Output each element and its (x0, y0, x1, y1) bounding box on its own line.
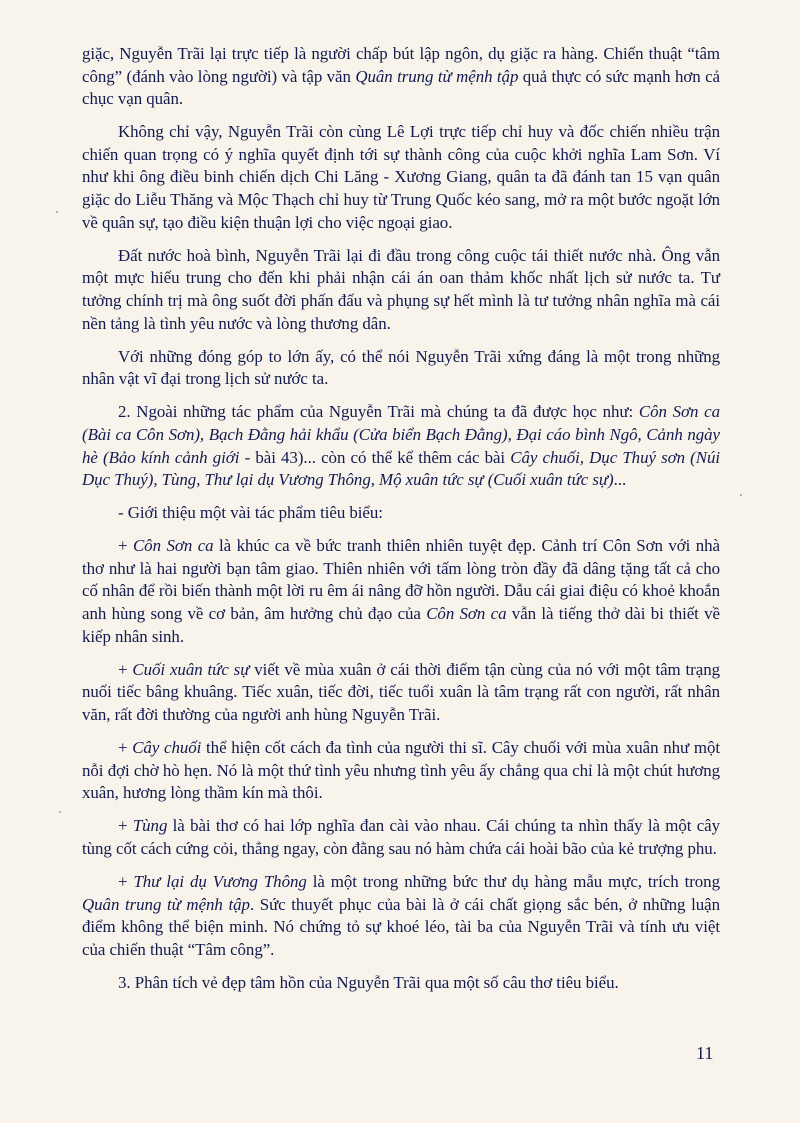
paragraph-7 (82, 659, 720, 727)
body-text (82, 43, 720, 1005)
paragraph-6-seg-1: Côn Sơn ca (132, 536, 214, 556)
paragraph-4-seg-2: - bài 43)... còn có thể kể thêm các bài (239, 447, 511, 467)
paragraph-5 (82, 502, 720, 525)
paragraph-0-seg-2: quả thực có sức mạnh hơn cả chục vạn quân. (82, 66, 720, 109)
paragraph-2-seg-0: Đất nước hoà bình, Nguyễn Trãi lại đi đầu trong công cuộc tái thiết nước nhà. Ông vẫn một mực hiếu trung cho đến khi phải nhận cái án oan thảm khốc nhất lịch sử nước ta. Tư tưởng chính trị mà ông suốt đời phấn đấu và phụng sự hết mình là tư tưởng nhân nghĩa mà cái nền tảng là tình yêu nước và lòng thương dân. (82, 245, 720, 333)
paragraph-0-seg-1: Quân trung từ mệnh tập (355, 66, 519, 86)
paragraph-7-seg-1: Cuối xuân tức sự (132, 659, 250, 679)
paragraph-5-seg-0: - Giới thiệu một vài tác phẩm tiêu biểu: (118, 503, 383, 523)
paragraph-10-seg-4: . Sức thuyết phục của bài là ở cái chất giọng sắc bén, ở những luận điểm không thể biện minh. Nó chứng tỏ sự khoé léo, tài ba của Nguyễn Trãi và tính ưu việt của chiến thuật “Tâm công”. (82, 894, 720, 959)
paragraph-7-seg-0: + (118, 659, 133, 679)
paper-speck (740, 494, 742, 496)
paragraph-0 (82, 43, 720, 111)
paragraph-4 (82, 401, 720, 491)
paragraph-10-seg-0: + (118, 872, 134, 891)
paragraph-3 (82, 346, 720, 391)
paragraph-9 (82, 815, 720, 860)
paragraph-11-seg-0: 3. Phân tích vẻ đẹp tâm hồn của Nguyễn Trãi qua một số câu thơ tiêu biểu. (118, 972, 619, 992)
paragraph-6-seg-2: là khúc ca về bức tranh thiên nhiên tuyệt đẹp. Cảnh trí Côn Sơn với nhà thơ như là hai người bạn tâm giao. Thiên nhiên với tấm lòng tròn đầy đã dâng tặng tất cả cho cố nhân để rồi biến thành một lời ru êm ái nâng đỡ hồn người. Dẫu cái giai điệu có khoẻ khoắn anh hùng song về cơ bản, âm hưởng chủ đạo của (82, 536, 720, 624)
paragraph-10-seg-2: là một trong những bức thư dụ hàng mẫu mực, trích trong (306, 872, 720, 891)
paragraph-9-seg-1: Tùng (132, 816, 168, 836)
paragraph-8 (82, 737, 720, 805)
paragraph-8-seg-1: Cây chuối (132, 738, 202, 758)
paragraph-4-seg-1: Côn Sơn ca (Bài ca Côn Sơn), Bạch Đằng hải khẩu (Cửa biển Bạch Đằng), Đại cáo bình Ngô, Cảnh ngày hè (Bảo kính cảnh giới (82, 402, 720, 467)
paragraph-1-seg-0: Không chỉ vậy, Nguyễn Trãi còn cùng Lê Lợi trực tiếp chỉ huy và đốc chiến nhiều trận chiến quan trọng có ý nghĩa quyết định tới sự thành công của cuộc khởi nghĩa Lam Sơn. Ví như khi ông điều binh chiến dịch Chi Lăng - Xương Giang, quân ta đã đánh tan 15 vạn quân giặc do Liễu Thăng và Mộc Thạch chỉ huy từ Trung Quốc kéo sang, mở ra một bước ngoặt lớn về quân sự, tạo điều kiện thuận lợi cho việc ngoại giao. (82, 122, 720, 232)
paragraph-4-seg-3: Cây chuối, Dục Thuý sơn (Núi Dục Thuý), Tùng, Thư lại dụ Vương Thông, Mộ xuân tức sự (Cuối xuân tức sự) (82, 447, 721, 490)
paragraph-8-seg-0: + (118, 738, 133, 758)
paragraph-4-seg-4: ... (613, 470, 627, 490)
paragraph-4-seg-0: 2. Ngoài những tác phẩm của Nguyễn Trãi mà chúng ta đã được học như: (118, 402, 639, 422)
paragraph-6-seg-4: vẫn là tiếng thở dài bi thiết về kiếp nhân sinh. (82, 604, 721, 646)
paper-speck (56, 211, 58, 213)
paragraph-3-seg-0: Với những đóng góp to lớn ấy, có thể nói Nguyễn Trãi xứng đáng là một trong những nhân vật vĩ đại trong lịch sử nước ta. (82, 346, 720, 389)
paragraph-8-seg-2: thể hiện cốt cách đa tình của người thi sĩ. Cây chuối với mùa xuân như một nỗi đợi chờ hò hẹn. Nó là một thứ tình yêu nhưng tình yêu ấy chẳng qua chỉ là một chút hương xuân, hương lòng thầm kín mà thôi. (82, 738, 720, 803)
paragraph-9-seg-0: + (118, 816, 133, 836)
paragraph-0-seg-0: giặc, Nguyễn Trãi lại trực tiếp là người chấp bút lập ngôn, dụ giặc ra hàng. Chiến thuật “tâm công” (đánh vào lòng người) và tập văn (82, 44, 720, 86)
paragraph-10-seg-1: Thư lại dụ Vương Thông (133, 872, 307, 891)
paragraph-11 (82, 972, 720, 995)
paragraph-6 (82, 535, 720, 648)
page-number: 11 (696, 1043, 714, 1063)
paragraph-2 (82, 245, 720, 335)
paragraph-9-seg-2: là bài thơ có hai lớp nghĩa đan cài vào nhau. Cái chúng ta nhìn thấy là một cây tùng cốt cách cứng cỏi, thẳng ngay, còn đằng sau nó hàm chứa cái hoài bão của kẻ trượng phu. (82, 816, 720, 858)
paragraph-7-seg-2: viết về mùa xuân ở cái thời điểm tận cùng của nó với một tâm trạng nuối tiếc bâng khuâng. Tiếc xuân, tiếc đời, tiếc tuổi xuân là tâm trạng rất con người, rất nhân văn, rất đời thường của người anh hùng Nguyễn Trãi. (82, 659, 720, 724)
paragraph-10-seg-3: Quân trung từ mệnh tập (82, 894, 250, 914)
paragraph-6-seg-3: Côn Sơn ca (426, 604, 507, 624)
paragraph-1 (82, 121, 720, 234)
paragraph-6-seg-0: + (118, 536, 133, 556)
paper-speck (59, 811, 61, 813)
paragraph-10 (82, 871, 720, 961)
